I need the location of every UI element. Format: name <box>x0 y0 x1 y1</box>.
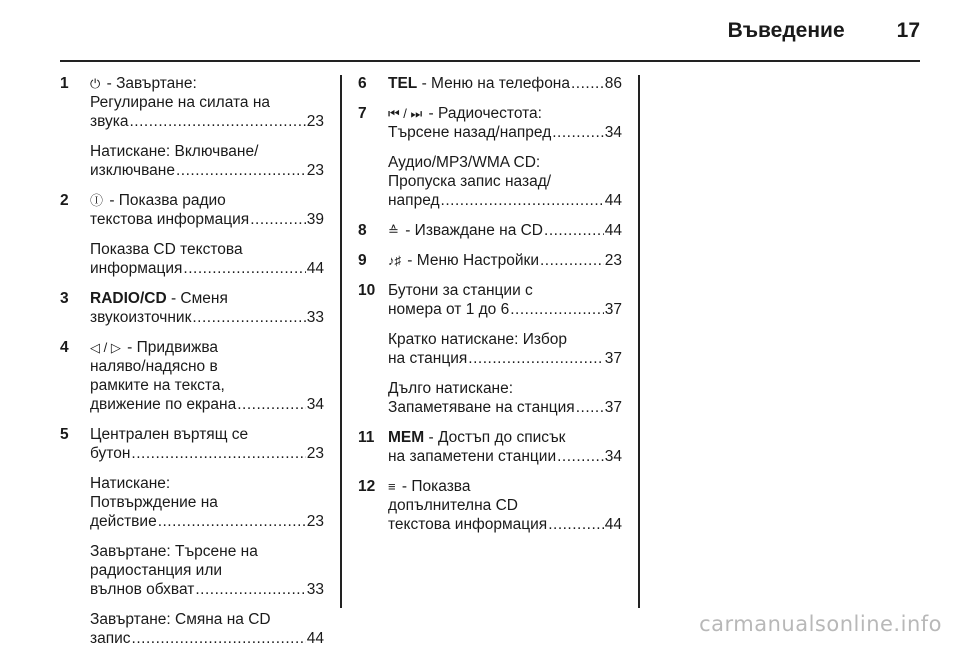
legend-number: 1 <box>60 75 69 92</box>
page-ref: 44 <box>604 192 622 209</box>
page-ref: 44 <box>604 516 622 533</box>
page-ref: 34 <box>306 396 324 413</box>
legend-number: 4 <box>60 339 69 356</box>
page-header <box>60 17 920 45</box>
legend-number: 10 <box>358 282 376 299</box>
legend-entry-1: 1 ⏻ - Завъртане: Регулиране на силата на звука ..... 23 Натискане: Включване/ изключване ..... 23 <box>60 74 324 180</box>
page-title: Въведение <box>727 19 845 42</box>
page-ref: 33 <box>306 581 324 598</box>
sound-settings-icon: ♪♯ <box>388 253 401 268</box>
page-ref: 23 <box>306 162 324 179</box>
menu-lines-icon: ≡ <box>388 479 396 494</box>
eject-icon: ≙ <box>388 223 399 238</box>
page-ref: 23 <box>306 513 324 530</box>
legend-number: 11 <box>358 429 375 446</box>
page-ref: 33 <box>306 309 324 326</box>
legend-entry-8: 8 ≙ - Изваждане на CD ..... 44 <box>358 221 622 240</box>
page-ref: 34 <box>604 448 622 465</box>
legend-entry-7: 7 ⏮ / ⏭ - Радиочестота: Търсене назад/напред ..... 34 Аудио/MP3/WMA CD: Пропуска запис назад/ напред ..... 44 <box>358 104 622 210</box>
page-ref: 44 <box>604 222 622 239</box>
legend-entry-3: 3 RADIO/CD - Сменя звукоизточник ..... 33 <box>60 289 324 327</box>
legend-number: 6 <box>358 75 367 92</box>
page-ref: 86 <box>604 75 622 92</box>
page-number: 17 <box>896 19 920 42</box>
page-ref: 44 <box>306 260 324 277</box>
legend-column-2 <box>358 74 622 545</box>
legend-entry-11: 11 MEM - Достъп до списък на запаметени станции ..... 34 <box>358 428 622 466</box>
column-divider <box>340 75 342 608</box>
column-divider <box>638 75 640 608</box>
arrow-left-right-icon: ◁ / ▷ <box>90 340 121 355</box>
page-ref: 23 <box>306 113 324 130</box>
legend-number: 2 <box>60 192 69 209</box>
page-ref: 39 <box>306 211 324 228</box>
legend-entry-2: 2 Ⓘ - Показва радио текстова информация ..... 39 Показва CD текстова информация ..... 44 <box>60 191 324 278</box>
legend-entry-10: 10 Бутони за станции с номера от 1 до 6 ..... 37 Кратко натискане: Избор на станция ..... 37 Дълго натискане: Запаметяване на станция ..... 37 <box>358 281 622 417</box>
page-ref: 37 <box>604 399 622 416</box>
legend-column-1 <box>60 74 324 659</box>
page-ref: 44 <box>306 630 324 647</box>
legend-number: 7 <box>358 105 367 122</box>
watermark: carmanualsonline.info <box>699 612 942 636</box>
page-ref: 37 <box>604 350 622 367</box>
legend-number: 12 <box>358 478 376 495</box>
page-ref: 34 <box>604 124 622 141</box>
legend-entry-12: 12 ≡ - Показва допълнителна CD текстова информация ..... 44 <box>358 477 622 534</box>
legend-entry-4: 4 ◁ / ▷ - Придвижва наляво/надясно в рамките на текста, движение по екрана ..... 34 <box>60 338 324 414</box>
legend-number: 8 <box>358 222 367 239</box>
legend-entry-9: 9 ♪♯ - Меню Настройки ..... 23 <box>358 251 622 270</box>
legend-number: 5 <box>60 426 69 443</box>
legend-number: 9 <box>358 252 367 269</box>
page-ref: 37 <box>604 301 622 318</box>
legend-number: 3 <box>60 290 69 307</box>
header-rule <box>60 60 920 62</box>
page-ref: 23 <box>604 252 622 269</box>
info-icon: Ⓘ <box>90 193 104 208</box>
skip-prev-next-icon: ⏮ / ⏭ <box>388 106 423 121</box>
legend-entry-6: 6 TEL - Меню на телефона ..... 86 <box>358 74 622 93</box>
legend-entry-5: 5 Централен въртящ се бутон ..... 23 Натискане: Потвърждение на действие ..... 23 Завъртане: Търсене на радиостанция или вълнов обхват ..... 33 Завъртане: Смяна на CD запис ..... 44 <box>60 425 324 648</box>
power-icon: ⏻ <box>90 76 101 91</box>
page-ref: 23 <box>306 445 324 462</box>
